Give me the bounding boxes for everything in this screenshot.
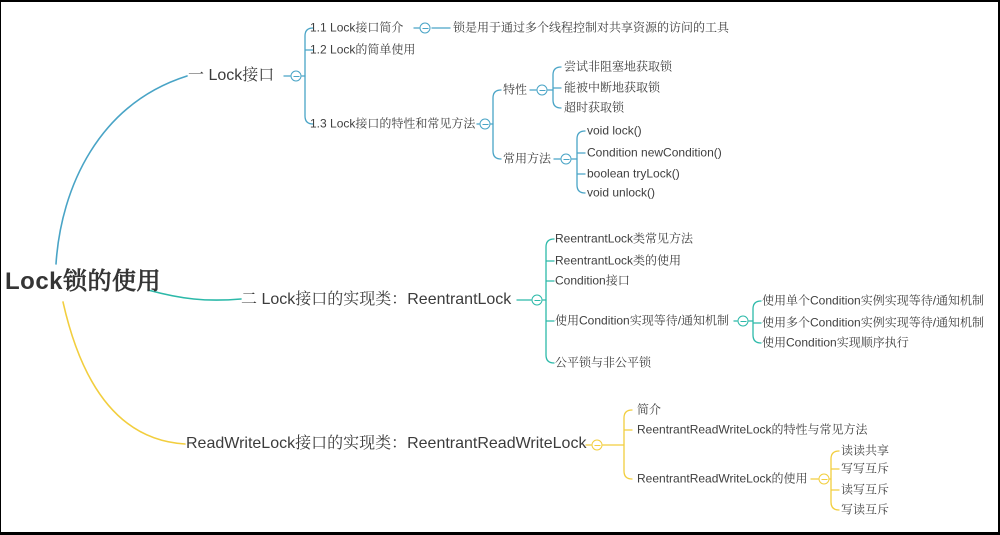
node-1-1-lock-intro[interactable]: 1.1 Lock接口简介	[310, 20, 404, 35]
node-new-condition[interactable]: Condition newCondition()	[587, 145, 722, 160]
branch-reentrantlock[interactable]: 二 Lock接口的实现类：ReentrantLock	[241, 291, 512, 309]
connector-root-branch2	[148, 290, 241, 300]
node-1-2-simple-use[interactable]: 1.2 Lock的简单使用	[310, 42, 416, 57]
collapse-minus-icon[interactable]	[537, 85, 548, 96]
collapse-minus-icon[interactable]	[592, 440, 603, 451]
root-topic[interactable]: Lock锁的使用	[5, 267, 162, 295]
node-write-read-exclusive[interactable]: 写读互斥	[841, 502, 890, 517]
node-condition-wait-notify[interactable]: 使用Condition实现等待/通知机制	[555, 313, 730, 328]
node-multi-condition[interactable]: 使用多个Condition实例实现等待/通知机制	[762, 315, 985, 330]
note-lock-definition[interactable]: 锁是用于通过多个线程控制对共享资源的访问的工具	[453, 20, 730, 35]
collapse-minus-icon[interactable]	[532, 295, 543, 306]
connector-root-branch1	[56, 76, 187, 264]
node-rwlock-usage[interactable]: ReentrantReadWriteLock的使用	[637, 471, 808, 486]
node-common-methods[interactable]: 常用方法	[503, 151, 552, 166]
node-rwlock-intro[interactable]: 简介	[637, 402, 662, 417]
node-interruptible-acquire[interactable]: 能被中断地获取锁	[564, 80, 661, 95]
connector-root-branch3	[63, 302, 185, 444]
collapse-minus-icon[interactable]	[561, 154, 572, 165]
node-reentrantlock-methods[interactable]: ReentrantLock类常见方法	[555, 231, 694, 246]
node-1-3-features-methods[interactable]: 1.3 Lock接口的特性和常见方法	[310, 116, 476, 131]
node-read-write-exclusive[interactable]: 读写互斥	[841, 482, 890, 497]
collapse-minus-icon[interactable]	[291, 71, 302, 82]
bracket-branch3-children	[624, 410, 632, 479]
bracket-condition-usage-children	[753, 301, 761, 343]
collapse-minus-icon[interactable]	[420, 23, 431, 34]
bracket-branch2-children	[546, 239, 554, 363]
bracket-node-1-3-children	[493, 90, 501, 159]
node-void-lock[interactable]: void lock()	[587, 123, 642, 138]
node-void-unlock[interactable]: void unlock()	[587, 185, 656, 200]
bracket-rwlock-usage-children	[831, 451, 839, 510]
node-rwlock-features-methods[interactable]: ReentrantReadWriteLock的特性与常见方法	[637, 422, 868, 437]
node-single-condition[interactable]: 使用单个Condition实例实现等待/通知机制	[762, 293, 985, 308]
node-condition-interface[interactable]: Condition接口	[555, 273, 630, 288]
collapse-minus-icon[interactable]	[819, 474, 830, 485]
branch-lock-interface[interactable]: 一 Lock接口	[188, 67, 275, 85]
node-condition-sequence[interactable]: 使用Condition实现顺序执行	[762, 335, 909, 350]
collapse-minus-icon[interactable]	[480, 119, 491, 130]
collapse-minus-icon[interactable]	[738, 316, 749, 327]
node-read-read-share[interactable]: 读读共享	[841, 443, 890, 458]
node-try-lock[interactable]: boolean tryLock()	[587, 166, 680, 181]
node-features[interactable]: 特性	[503, 82, 528, 97]
bracket-methods-children	[577, 131, 585, 193]
branch-reentrantreadwritelock[interactable]: ReadWriteLock接口的实现类：ReentrantReadWriteLock	[186, 435, 587, 453]
node-write-write-exclusive[interactable]: 写写互斥	[841, 461, 890, 476]
node-timeout-acquire[interactable]: 超时获取锁	[564, 100, 625, 115]
bracket-features-children	[553, 67, 561, 108]
node-reentrantlock-usage[interactable]: ReentrantLock类的使用	[555, 253, 682, 268]
node-fair-unfair-lock[interactable]: 公平锁与非公平锁	[555, 355, 652, 370]
node-nonblocking-acquire[interactable]: 尝试非阻塞地获取锁	[564, 59, 673, 74]
